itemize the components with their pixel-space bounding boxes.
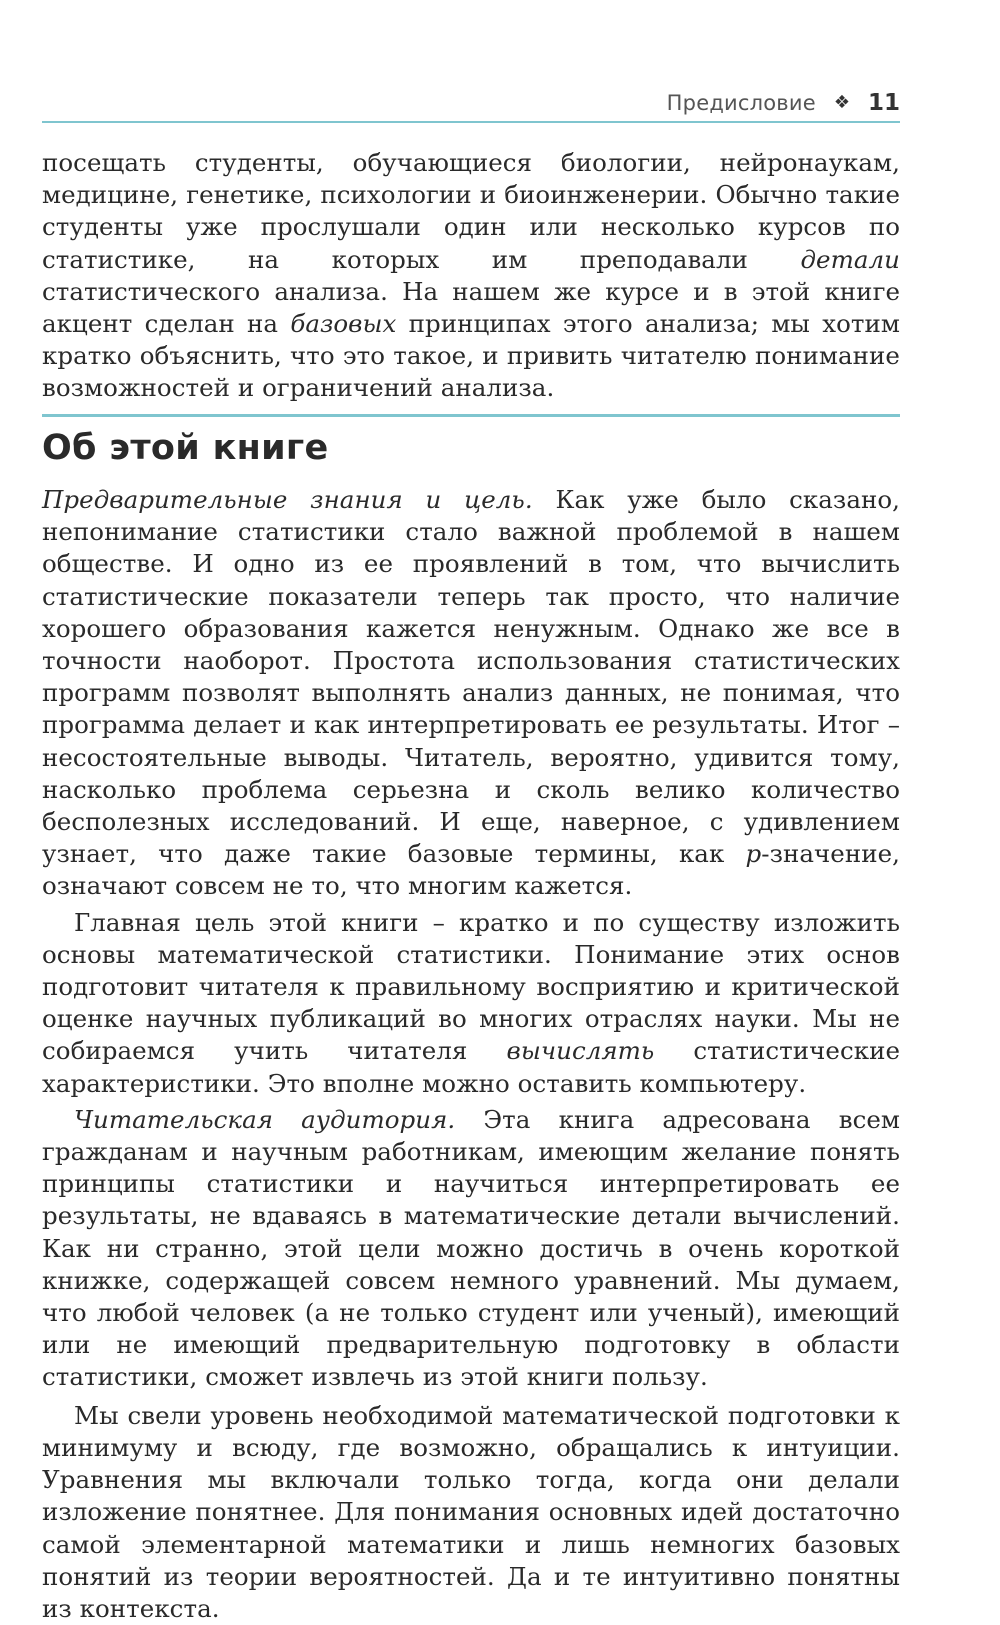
- intro-text-3: принципах этого анализа; мы хотим кратко объяснить, что это такое, и привить читателю понимание возможностей и ограничений анализа.: [42, 309, 901, 403]
- prerequisites-lead: Предварительные знания и цель.: [42, 485, 533, 514]
- intro-paragraph: [42, 147, 900, 405]
- paragraph-main-goal: [42, 907, 900, 1100]
- running-head-section: Предисловие: [666, 91, 816, 115]
- prerequisites-text-1: Как уже было сказано, непонимание статистики стало важной проблемой в нашем обществе. И одно из ее проявлений в том, что вычислить статистические показатели теперь так просто, что наличие хорошего образования кажется ненужным. Однако же все в точности наоборот. Простота использования статистических программ позволят выполнять анализ данных, не понимая, что программа делает и как интерпретировать ее результаты. Итог – несостоятельные выводы. Читатель, вероятно, удивится тому, насколько проблема серьезна и сколь велико количество бесполезных исследований. И еще, наверное, с удивлением узнает, что даже такие базовые термины, как: [42, 485, 901, 869]
- intro-emphasis-basic: базовых: [290, 309, 397, 339]
- main-goal-emphasis: вычислять: [506, 1036, 655, 1066]
- book-page: [42, 0, 901, 1623]
- paragraph-math-level: Мы свели уровень необходимой математической подготовки к минимуму и всюду, где возможно, обращались к интуиции. Уравнения мы включали только тогда, когда они делали изложение понятнее. Для понимания основных идей достаточно самой элементарной математики и лишь немногих базовых понятий из теории вероятностей. Да и те интуитивно понятны из контекста.: [42, 1400, 900, 1623]
- running-head: [667, 88, 900, 118]
- header-divider: [42, 121, 900, 123]
- paragraph-prerequisites: [42, 484, 900, 903]
- intro-text-1: посещать студенты, обучающиеся биологии, нейронаукам, медицине, генетике, психологии и биоинженерии. Обычно такие студенты уже прослушали один или несколько курсов по статистике, на которых им преподавали: [42, 148, 900, 274]
- audience-text: Эта книга адресована всем гражданам и научным работникам, имеющим желание понять принципы статистики и научиться интерпретировать ее результаты, не вдаваясь в математические детали вычислений. Как ни странно, этой цели можно достичь в очень короткой книжке, содержащей совсем немного уравнений. Мы думаем, что любой человек (а не только студент или ученый), имеющий или не имеющий предварительную подготовку в области статистики, сможет извлечь из этой книги пользу.: [42, 1104, 900, 1392]
- ornament-icon: ❖: [833, 92, 850, 113]
- main-goal-text-1: Главная цель этой книги – кратко и по существу изложить основы математической статистики. Понимание этих основ подготовит читателя к правильному восприятию и критической оценке научных публикаций во многих отраслях науки. Мы не собираемся учить читателя: [42, 907, 900, 1066]
- section-heading: Об этой книге: [42, 428, 329, 468]
- section-body: [42, 484, 900, 1625]
- intro-emphasis-details: детали: [800, 244, 900, 274]
- main-goal-text-2: статистические характеристики. Это вполне можно оставить компьютеру.: [42, 1036, 901, 1098]
- prerequisites-text-2: -значение, означают совсем не то, что многим кажется.: [42, 839, 900, 901]
- paragraph-audience: [42, 1104, 900, 1394]
- p-value-emphasis: p: [745, 839, 762, 869]
- audience-lead: Читательская аудитория.: [74, 1104, 456, 1134]
- section-divider: [42, 414, 900, 417]
- intro-text-2: статистического анализа. На нашем же курсе и в этой книге акцент сделан на: [42, 276, 900, 339]
- page-number: 11: [867, 90, 900, 116]
